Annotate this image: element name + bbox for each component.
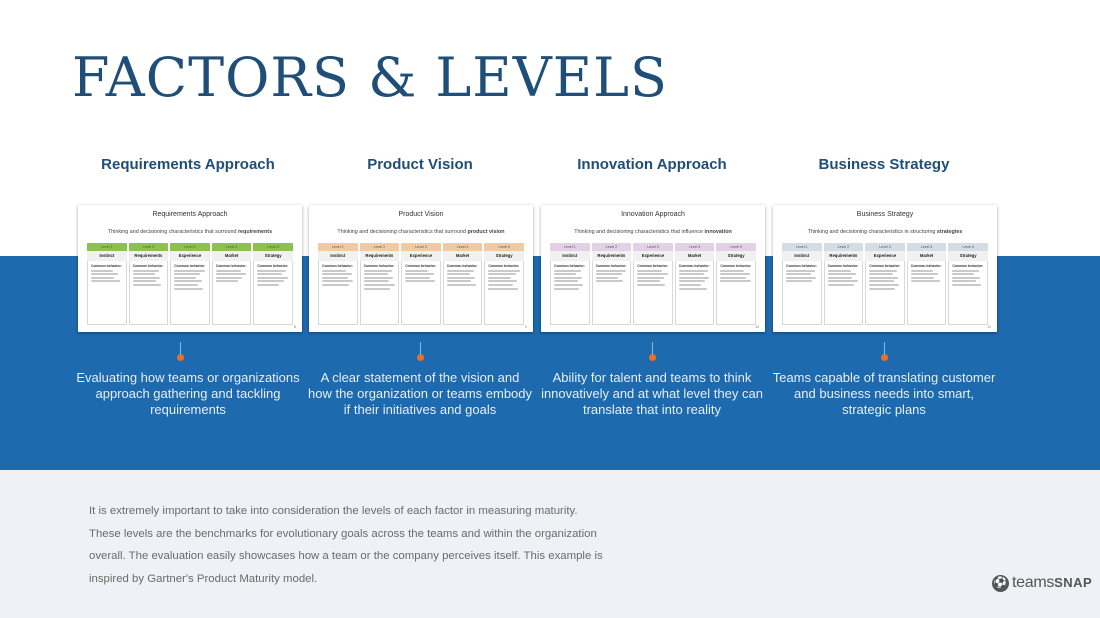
text-line-placeholder [216,273,246,275]
text-line-placeholder [679,280,706,282]
level-label: Level 2 [129,243,169,251]
level-name: Experience [170,251,210,261]
card-subtitle: Thinking and decisioning characteristics that surround requirements [107,229,273,235]
level-column [170,243,210,325]
text-line-placeholder [720,270,744,272]
common-behavior-label: Common behavior: [869,264,901,268]
level-column [948,243,988,325]
common-behavior-label: Common behavior: [554,264,585,268]
text-line-placeholder [216,277,242,279]
text-line-placeholder [405,277,429,279]
text-line-placeholder [911,277,934,279]
text-line-placeholder [322,270,346,272]
text-line-placeholder [488,277,511,279]
factor-description-innovation: Ability for talent and teams to think innovatively and at what level they can translate that into reality [541,370,763,417]
level-column [318,243,358,325]
card-page-number: 10 [755,325,759,329]
level-body [550,261,590,325]
level-column [633,243,673,325]
level-column [824,243,864,325]
text-line-placeholder [488,270,519,272]
common-behavior-label: Common behavior: [595,264,627,268]
level-label: Level 4 [907,243,947,251]
text-line-placeholder [637,284,665,286]
text-line-placeholder [488,288,518,290]
level-name: Strategy [253,251,293,261]
connector-dot [417,354,424,361]
text-line-placeholder [364,277,394,279]
level-name: Strategy [716,251,756,261]
level-name: Instinct [782,251,822,261]
common-behavior-label: Common behavior: [405,264,437,268]
common-behavior-label: Common behavior: [637,264,669,268]
level-name: Requirements [360,251,400,261]
common-behavior-label: Common behavior: [322,264,353,268]
level-name: Instinct [87,251,127,261]
text-line-placeholder [869,288,895,290]
text-line-placeholder [679,284,701,286]
common-behavior-label: Common behavior: [91,264,122,268]
text-line-placeholder [596,277,618,279]
text-line-placeholder [447,280,471,282]
text-line-placeholder [679,273,704,275]
text-line-placeholder [596,280,624,282]
level-label: Level 4 [675,243,715,251]
text-line-placeholder [679,270,708,272]
text-line-placeholder [174,284,197,286]
level-body [212,261,252,325]
level-label: Level 2 [824,243,864,251]
level-body [170,261,210,325]
level-column [907,243,947,325]
text-line-placeholder [869,284,899,286]
text-line-placeholder [364,280,390,282]
text-line-placeholder [911,270,933,272]
level-body [824,261,864,325]
level-column [675,243,715,325]
card-page-number: 9 [525,325,527,329]
level-column [443,243,483,325]
level-body [253,261,293,325]
text-line-placeholder [257,284,279,286]
common-behavior-label: Common behavior: [132,264,164,268]
text-line-placeholder [952,284,981,286]
factor-description-business-strategy: Teams capable of translating customer and business needs into smart, strategic plans [772,370,996,417]
level-label: Level 5 [948,243,988,251]
connector-dot [649,354,656,361]
text-line-placeholder [637,277,664,279]
factor-card-product-vision [309,205,533,332]
text-line-placeholder [91,280,120,282]
card-title: Business Strategy [856,211,914,218]
text-line-placeholder [257,273,282,275]
text-line-placeholder [174,288,203,290]
level-column [592,243,632,325]
level-body [401,261,441,325]
text-line-placeholder [679,277,710,279]
level-label: Level 2 [360,243,400,251]
text-line-placeholder [911,273,938,275]
text-line-placeholder [322,284,349,286]
card-subtitle: Thinking and decisioning characteristics that influence innovation [574,229,732,235]
level-label: Level 4 [212,243,252,251]
card-subtitle: Thinking and decisioning characteristics that surround product vision [337,229,505,235]
level-columns [782,243,988,325]
common-behavior-label: Common behavior: [174,264,206,268]
text-line-placeholder [637,280,659,282]
text-line-placeholder [488,273,515,275]
level-name: Instinct [550,251,590,261]
level-body [87,261,127,325]
level-columns [550,243,756,325]
common-behavior-label: Common behavior: [678,264,710,268]
text-line-placeholder [869,270,896,272]
text-line-placeholder [322,277,348,279]
common-behavior-label: Common behavior: [952,264,984,268]
level-label: Level 3 [401,243,441,251]
text-line-placeholder [364,273,388,275]
level-body [782,261,822,325]
text-line-placeholder [174,280,201,282]
text-line-placeholder [952,277,979,279]
card-title: Innovation Approach [621,211,685,218]
text-line-placeholder [554,277,582,279]
level-body [129,261,169,325]
level-column [212,243,252,325]
text-line-placeholder [447,277,475,279]
text-line-placeholder [828,280,858,282]
level-body [675,261,715,325]
text-line-placeholder [322,273,352,275]
common-behavior-label: Common behavior: [786,264,817,268]
level-label: Level 5 [484,243,524,251]
text-line-placeholder [322,280,353,282]
card-page-number: 8 [294,325,296,329]
text-line-placeholder [133,277,160,279]
text-line-placeholder [133,284,162,286]
text-line-placeholder [405,273,433,275]
level-name: Strategy [948,251,988,261]
text-line-placeholder [828,277,853,279]
text-line-placeholder [596,270,627,272]
level-label: Level 3 [865,243,905,251]
factor-card-business-strategy [773,205,997,332]
factor-heading-innovation: Innovation Approach [577,156,727,173]
text-line-placeholder [257,280,283,282]
level-label: Level 5 [716,243,756,251]
card-subtitle: Thinking and decisioning characteristics in structuring strategies [807,229,963,235]
text-line-placeholder [869,277,898,279]
factor-description-requirements: Evaluating how teams or organizations approach gathering and tackling requirements [76,370,300,417]
level-columns [87,243,293,325]
text-line-placeholder [488,284,512,286]
page-title: FACTORS & LEVELS [72,46,668,109]
level-column [865,243,905,325]
level-column [87,243,127,325]
text-line-placeholder [828,270,851,272]
level-column [550,243,590,325]
card-title: Product Vision [398,211,444,218]
text-line-placeholder [720,273,749,275]
text-line-placeholder [364,284,395,286]
level-label: Level 5 [253,243,293,251]
level-column [401,243,441,325]
level-name: Experience [633,251,673,261]
level-label: Level 3 [170,243,210,251]
level-name: Requirements [824,251,864,261]
common-behavior-label: Common behavior: [446,264,478,268]
text-line-placeholder [554,288,579,290]
level-label: Level 3 [633,243,673,251]
common-behavior-label: Common behavior: [720,264,752,268]
level-name: Market [443,251,483,261]
level-body [907,261,947,325]
level-column [360,243,400,325]
level-label: Level 1 [87,243,127,251]
level-name: Strategy [484,251,524,261]
level-columns [318,243,524,325]
level-body [484,261,524,325]
level-body [318,261,358,325]
text-line-placeholder [786,280,812,282]
text-line-placeholder [720,277,745,279]
text-line-placeholder [952,280,975,282]
factor-card-requirements [78,205,302,332]
text-line-placeholder [952,270,978,272]
text-line-placeholder [637,273,668,275]
level-label: Level 1 [550,243,590,251]
connector-dot [177,354,184,361]
level-body [592,261,632,325]
text-line-placeholder [257,277,287,279]
level-name: Requirements [129,251,169,261]
level-column [484,243,524,325]
text-line-placeholder [405,270,428,272]
common-behavior-label: Common behavior: [488,264,520,268]
text-line-placeholder [405,280,435,282]
level-body [948,261,988,325]
factor-card-innovation [541,205,765,332]
level-label: Level 1 [782,243,822,251]
text-line-placeholder [554,284,583,286]
text-line-placeholder [133,270,159,272]
level-name: Market [212,251,252,261]
text-line-placeholder [133,273,155,275]
text-line-placeholder [257,270,286,272]
text-line-placeholder [828,284,854,286]
intro-paragraph: It is extremely important to take into consideration the levels of each factor in measuring maturity. These levels are the benchmarks for evolutionary goals across the teams and within the organization overall. The evaluation easily showcases how a team or the company perceives itself. This example is inspired by Gartner's Product Maturity model. [89,505,603,585]
common-behavior-label: Common behavior: [910,264,942,268]
level-column [129,243,169,325]
text-line-placeholder [554,273,576,275]
text-line-placeholder [174,273,200,275]
text-line-placeholder [786,270,815,272]
text-line-placeholder [952,273,974,275]
text-line-placeholder [216,280,238,282]
text-line-placeholder [554,270,581,272]
text-line-placeholder [447,270,474,272]
text-line-placeholder [720,280,751,282]
common-behavior-label: Common behavior: [827,264,859,268]
text-line-placeholder [786,277,816,279]
level-body [443,261,483,325]
teamsnap-logo [992,574,1092,592]
text-line-placeholder [786,273,811,275]
text-line-placeholder [91,270,113,272]
level-name: Experience [401,251,441,261]
level-name: Requirements [592,251,632,261]
level-label: Level 1 [318,243,358,251]
level-label: Level 4 [443,243,483,251]
card-page-number: 11 [987,325,991,329]
level-label: Level 2 [592,243,632,251]
level-body [716,261,756,325]
level-name: Market [907,251,947,261]
factor-heading-product-vision: Product Vision [367,156,473,173]
text-line-placeholder [91,277,114,279]
level-name: Market [675,251,715,261]
level-column [253,243,293,325]
level-column [782,243,822,325]
text-line-placeholder [869,273,892,275]
common-behavior-label: Common behavior: [215,264,247,268]
level-column [716,243,756,325]
text-line-placeholder [364,270,392,272]
text-line-placeholder [911,280,940,282]
card-title: Requirements Approach [152,211,228,218]
text-line-placeholder [91,273,118,275]
level-name: Instinct [318,251,358,261]
text-line-placeholder [133,280,156,282]
factor-heading-requirements: Requirements Approach [101,156,275,173]
text-line-placeholder [869,280,894,282]
text-line-placeholder [679,288,707,290]
common-behavior-label: Common behavior: [363,264,395,268]
brand-wordmark: teamsSNAP [1012,574,1093,591]
connector-dot [881,354,888,361]
level-name: Experience [865,251,905,261]
text-line-placeholder [488,280,516,282]
text-line-placeholder [637,270,662,272]
common-behavior-label: Common behavior: [257,264,289,268]
text-line-placeholder [174,270,204,272]
text-line-placeholder [364,288,391,290]
level-body [360,261,400,325]
soccer-ball-icon: ⚽ [992,575,1009,592]
level-body [633,261,673,325]
text-line-placeholder [447,273,470,275]
text-line-placeholder [596,273,623,275]
factor-description-product-vision: A clear statement of the vision and how the organization or teams embody if their initiatives and goals [308,370,533,417]
text-line-placeholder [174,277,196,279]
text-line-placeholder [828,273,857,275]
text-line-placeholder [554,280,578,282]
level-body [865,261,905,325]
text-line-placeholder [216,270,241,272]
text-line-placeholder [447,284,477,286]
factor-heading-business-strategy: Business Strategy [818,156,950,173]
